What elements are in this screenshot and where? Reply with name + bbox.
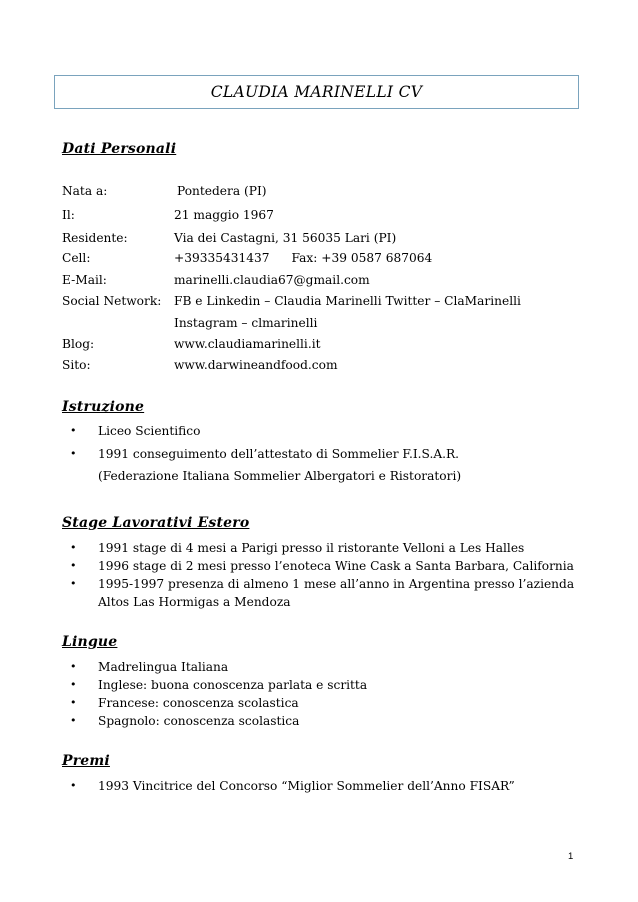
personal-label: Residente: [62, 231, 128, 245]
list-item-continuation: Altos Las Hormigas a Mendoza [98, 595, 291, 609]
page-number: 1 [568, 851, 574, 862]
list-item: • Inglese: buona conoscenza parlata e scritta [70, 678, 368, 692]
list-item: • 1993 Vincitrice del Concorso “Miglior Sommelier dell’Anno FISAR” [70, 779, 515, 793]
list-item: • Spagnolo: conoscenza scolastica [70, 714, 300, 728]
personal-value: Via dei Castagni, 31 56035 Lari (PI) [174, 231, 397, 245]
list-item: • 1991 conseguimento dell’attestato di Sommelier F.I.S.A.R. [70, 443, 461, 466]
section-heading-stage: Stage Lavorativi Estero [62, 515, 250, 531]
personal-value: FB e Linkedin – Claudia Marinelli Twitter – ClaMarinelli [174, 294, 521, 308]
fax-number: Fax: +39 0587 687064 [291, 251, 433, 265]
section-heading-awards: Premi [62, 753, 110, 769]
personal-value: www.claudiamarinelli.it [174, 337, 321, 351]
personal-value: marinelli.claudia67@gmail.com [174, 273, 370, 287]
personal-value: Instagram – clmarinelli [174, 316, 318, 330]
bullet-icon: • [70, 696, 77, 709]
awards-list [70, 777, 515, 795]
personal-label: Nata a: [62, 184, 108, 198]
bullet-icon: • [70, 660, 77, 673]
personal-label: Cell: [62, 251, 91, 265]
bullet-icon: • [70, 678, 77, 691]
cv-title-box [54, 75, 579, 109]
bullet-icon: • [70, 779, 77, 792]
list-item: • Madrelingua Italiana [70, 660, 229, 674]
list-item-continuation: (Federazione Italiana Sommelier Albergatori e Ristoratori) [98, 469, 462, 483]
languages-list [70, 658, 367, 730]
personal-label: Social Network: [62, 294, 162, 308]
bullet-icon: • [70, 446, 77, 460]
personal-label: Sito: [62, 358, 91, 372]
list-item: • Liceo Scientifico [70, 420, 461, 443]
phone-number: +39335431437 [174, 251, 270, 265]
list-item: • 1996 stage di 2 mesi presso l’enoteca Wine Cask a Santa Barbara, California [70, 559, 574, 573]
personal-value: 21 maggio 1967 [174, 208, 274, 222]
section-heading-languages: Lingue [62, 634, 118, 650]
cv-title: CLAUDIA MARINELLI CV [210, 83, 423, 101]
personal-label: Blog: [62, 337, 95, 351]
bullet-icon: • [70, 541, 77, 554]
personal-value: Pontedera (PI) [177, 184, 267, 198]
section-heading-personal: Dati Personali [62, 141, 177, 157]
personal-value: www.darwineandfood.com [174, 358, 338, 372]
stage-list [70, 539, 574, 611]
personal-value [174, 249, 432, 267]
education-list [70, 420, 461, 488]
section-heading-education: Istruzione [62, 399, 145, 415]
bullet-icon: • [70, 577, 77, 590]
list-item: • Francese: conoscenza scolastica [70, 696, 299, 710]
personal-label: E-Mail: [62, 273, 107, 287]
bullet-icon: • [70, 559, 77, 572]
list-item: • 1991 stage di 4 mesi a Parigi presso il ristorante Velloni a Les Halles [70, 541, 525, 555]
bullet-icon: • [70, 714, 77, 727]
list-item: • 1995-1997 presenza di almeno 1 mese all’anno in Argentina presso l’azienda [70, 577, 575, 591]
personal-label: Il: [62, 208, 75, 222]
bullet-icon: • [70, 424, 77, 437]
